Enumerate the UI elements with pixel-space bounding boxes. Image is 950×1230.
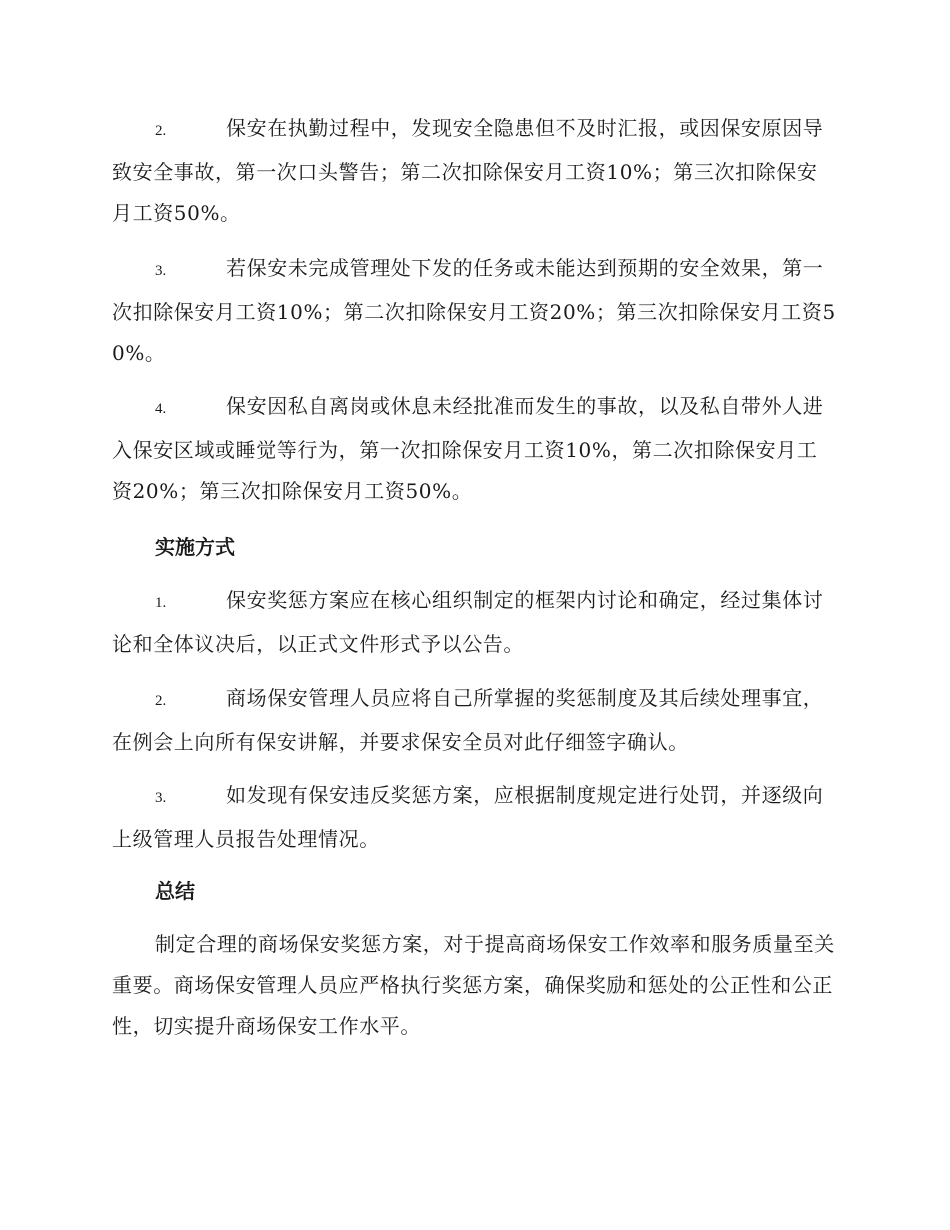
penalty-item-2 xyxy=(112,108,837,234)
list-number: 3. xyxy=(155,790,167,806)
implementation-item-3 xyxy=(112,775,837,860)
list-number: 1. xyxy=(155,595,167,611)
implementation-item-1 xyxy=(112,580,837,665)
list-item-text: 商场保安管理人员应将自己所掌握的奖惩制度及其后续处理事宜，在例会上向所有保安讲解，并要求保安全员对此仔细签字确认。 xyxy=(112,686,824,754)
section-heading-implementation: 实施方式 xyxy=(155,535,235,559)
section-heading-summary: 总结 xyxy=(155,879,195,903)
implementation-item-2 xyxy=(112,678,837,763)
penalty-item-4 xyxy=(112,386,837,512)
list-item-text: 如发现有保安违反奖惩方案，应根据制度规定进行处罚，并逐级向上级管理人员报告处理情况。 xyxy=(112,783,824,851)
summary-paragraph: 制定合理的商场保安奖惩方案，对于提高商场保安工作效率和服务质量至关重要。商场保安管理人员应严格执行奖惩方案，确保奖励和惩处的公正性和公正性，切实提升商场保安工作水平。 xyxy=(112,932,835,1038)
list-number: 3. xyxy=(155,263,167,279)
list-item-text: 保安在执勤过程中，发现安全隐患但不及时汇报，或因保安原因导致安全事故，第一次口头警告；第二次扣除保安月工资10%；第三次扣除保安月工资50%。 xyxy=(112,116,824,225)
list-item-text: 若保安未完成管理处下发的任务或未能达到预期的安全效果，第一次扣除保安月工资10%；第二次扣除保安月工资20%；第三次扣除保安月工资50%。 xyxy=(112,256,836,365)
list-item-text: 保安因私自离岗或休息未经批准而发生的事故，以及私自带外人进入保安区域或睡觉等行为，第一次扣除保安月工资10%，第二次扣除保安月工资20%；第三次扣除保安月工资50%。 xyxy=(112,394,824,503)
list-item-text: 保安奖惩方案应在核心组织制定的框架内讨论和确定，经过集体讨论和全体议决后，以正式文件形式予以公告。 xyxy=(112,588,824,656)
list-number: 2. xyxy=(155,123,167,139)
list-number: 2. xyxy=(155,693,167,709)
list-number: 4. xyxy=(155,401,167,417)
penalty-item-3 xyxy=(112,248,837,374)
